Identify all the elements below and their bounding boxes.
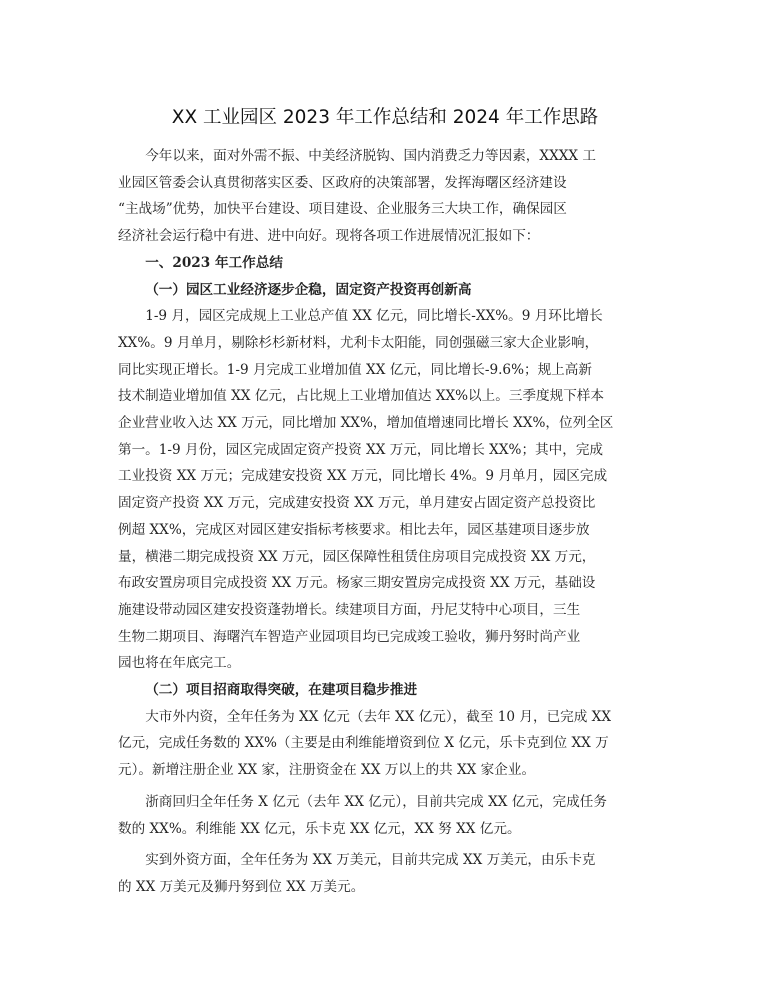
zheshang-paragraph [118,789,658,842]
subsection-heading: （二）项目招商取得突破，在建项目稳步推进 [145,682,418,699]
intro-paragraph [118,143,658,250]
document-title: XX 工业园区 2023 年工作总结和 2024 年工作思路 [171,107,599,128]
economy-paragraph [118,303,658,677]
text-line: 1-9 月，园区完成规上工业总产值 XX 亿元，同比增长-XX%。9 月环比增长 [145,308,603,325]
text-line: 生物二期项目、海曙汽车智造产业园项目均已完成竣工验收，狮丹努时尚产业 [118,628,581,645]
text-line: 固定资产投资 XX 万元，完成建安投资 XX 万元，单月建安占固定资产总投资比 [118,495,596,512]
text-line: 技术制造业增加值 XX 亿元，占比规上工业增加值达 XX%以上。三季度规下样本 [118,388,604,405]
subsection-heading: （一）园区工业经济逐步企稳，固定资产投资再创新高 [145,281,472,298]
text-line: XX%。9 月单月，剔除杉杉新材料，尤利卡太阳能，同创强磁三家大企业影响， [118,334,599,351]
text-line: 第一。1-9 月份，园区完成固定资产投资 XX 万元，同比增长 XX%；其中，完成 [118,441,604,458]
text-line: 例超 XX%，完成区对园区建安指标考核要求。相比去年，园区基建项目逐步放 [118,521,590,538]
text-line: 今年以来，面对外需不振、中美经济脱钩、国内消费乏力等因素，XXXX 工 [145,148,597,164]
text-line: 亿元，完成任务数的 XX%（主要是由利维能增资到位 X 亿元，乐卡克到位 XX 万 [118,735,609,752]
text-line: 量，横港二期完成投资 XX 万元，园区保障性租赁住房项目完成投资 XX 万元， [118,548,596,565]
text-line: “主战场”优势，加快平台建设、项目建设、企业服务三大块工作，确保园区 [118,201,567,218]
text-line: 同比实现正增长。1-9 月完成工业增加值 XX 亿元，同比增长-9.6%；规上高新 [118,361,592,378]
text-line: 数的 XX%。利维能 XX 亿元，乐卡克 XX 亿元，XX 努 XX 亿元。 [118,820,521,837]
section-heading: 一、2023 年工作总结 [145,254,283,271]
text-line: 施建设带动园区建安投资蓬勃增长。续建项目方面，丹尼艾特中心项目，三生 [118,601,581,618]
text-line: 业园区管委会认真贯彻落实区委、区政府的决策部署，发挥海曙区经济建设 [118,174,567,191]
text-line: 布政安置房项目完成投资 XX 万元。杨家三期安置房完成投资 XX 万元，基础设 [118,575,596,592]
text-line: 的 XX 万美元及狮丹努到位 XX 万美元。 [118,878,365,895]
text-line: 大市外内资，全年任务为 XX 亿元（去年 XX 亿元），截至 10 月，已完成 XX [145,708,612,725]
text-line: 园也将在年底完工。 [118,655,241,672]
text-line: 元）。新增注册企业 XX 家，注册资金在 XX 万以上的共 XX 家企业。 [118,762,536,779]
text-line: 浙商回归全年任务 X 亿元（去年 XX 亿元），目前共完成 XX 亿元，完成任务 [145,793,607,810]
text-line: 经济社会运行稳中有进、进中向好。现将各项工作进展情况汇报如下： [118,228,540,245]
text-line: 工业投资 XX 万元；完成建安投资 XX 万元，同比增长 4%。9 月单月，园区完成 [118,468,608,485]
document-body [118,143,658,901]
text-line: 企业营业收入达 XX 万元，同比增加 XX%，增加值增速同比增长 XX%，位列全区 [118,415,614,432]
text-line: 实到外资方面，全年任务为 XX 万美元，目前共完成 XX 万美元，由乐卡克 [145,852,596,869]
foreign-capital-paragraph [118,847,658,900]
investment-paragraph [118,704,658,784]
